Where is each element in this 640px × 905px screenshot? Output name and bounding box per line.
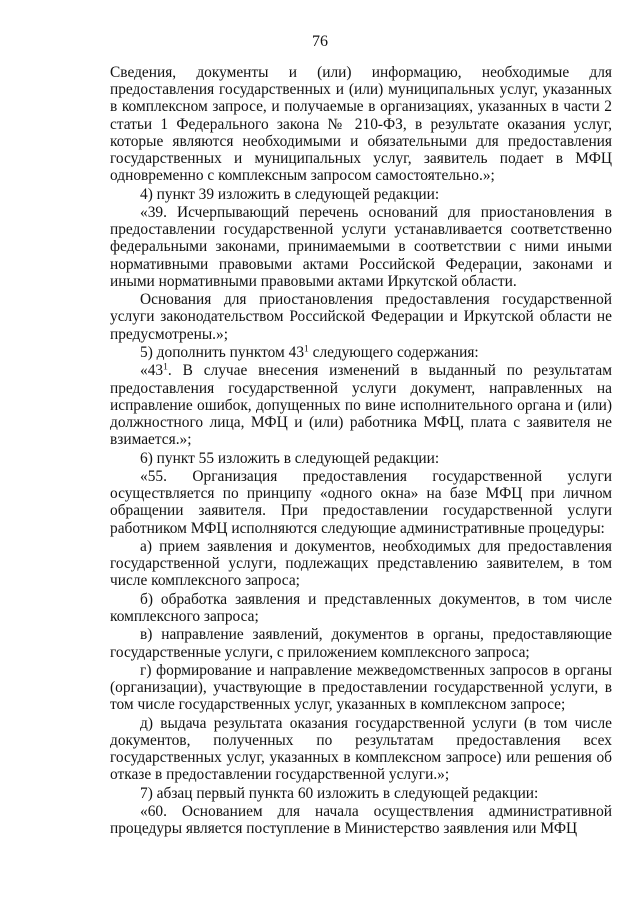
point-43-text: . В случае внесения изменений в выданный по результатам предоставления государственной услуги документ, направленных на исправление ошибок, допущенных по вине исполнительного органа и (или) должностного лица, МФЦ и (или) работника МФЦ, плата с заявителя не взимается.»;: [110, 362, 612, 449]
item-5-text-end: следующего содержания:: [308, 344, 479, 361]
paragraph-point-60: «60. Основанием для начала осуществления административной процедуры является поступление в Министерство заявления или МФЦ: [110, 803, 612, 838]
paragraph-item-6: 6) пункт 55 изложить в следующей редакции:: [140, 449, 440, 467]
document-body: [110, 64, 612, 839]
list-item-v: в) направление заявлений, документов в органы, предоставляющие государственные услуги, с приложением комплексного запроса;: [110, 626, 612, 661]
item-5-superscript: 1: [304, 343, 309, 355]
paragraph-information-documents: Сведения, документы и (или) информацию, необходимые для предоставления государственных и (или) муниципальных услуг, указанных в комплексном запросе, и получаемые в организациях, указанных в части 2 статьи 1 Федерального закона № 210-ФЗ, в результате оказания услуг, которые являются необходимыми и обязательными для предоставления государственных и муниципальных услуг, заявитель подает в МФЦ одновременно с комплексным запросом самостоятельно.»;: [110, 64, 612, 185]
paragraph-item-5: [110, 344, 612, 361]
paragraph-point-39: «39. Исчерпывающий перечень оснований для приостановления в предоставлении государственной услуги устанавливается соответственно федеральными законами, принимаемыми в соответствии с ними иными нормативными правовыми актами Российской Федерации, законами и иными нормативными правовыми актами Иркутской области.: [110, 204, 612, 290]
paragraph-point-43-1: [110, 362, 612, 448]
item-5-text: 5) дополнить пунктом 43: [140, 344, 305, 361]
paragraph-point-55: «55. Организация предоставления государственной услуги осуществляется по принципу «одного окна» на базе МФЦ при личном обращении заявителя. При предоставлении государственной услуги работником МФЦ исполняются следующие административные процедуры:: [110, 467, 612, 537]
paragraph-item-7: 7) абзац первый пункта 60 изложить в следующей редакции:: [140, 784, 539, 802]
list-item-d: д) выдача результата оказания государственной услуги (в том числе документов, полученных по результатам предоставления всех государственных услуг, указанных в комплексном запросе) или решения об отказе в предоставлении государственной услуги.»;: [110, 714, 612, 784]
point-43-number: «43: [140, 362, 164, 380]
list-item-b: б) обработка заявления и представленных документов, в том числе комплексного запроса;: [110, 590, 612, 625]
paragraph-suspension-grounds: Основания для приостановления предоставления государственной услуги законодательством Российской Федерации и Иркутской области не предусмотрены.»;: [110, 291, 612, 343]
paragraph-item-4: 4) пункт 39 изложить в следующей редакции:: [140, 185, 440, 203]
list-item-g: г) формирование и направление межведомственных запросов в органы (организации), участвующие в предоставлении государственной услуги, в том числе государственных услуг, указанных в комплексном запросе;: [110, 661, 612, 714]
point-43-superscript: 1: [163, 361, 168, 373]
list-item-a: а) прием заявления и документов, необходимых для предоставления государственной услуги, подлежащих представлению заявителем, в том числе комплексного запроса;: [110, 537, 612, 590]
page-number: 76: [312, 33, 328, 50]
